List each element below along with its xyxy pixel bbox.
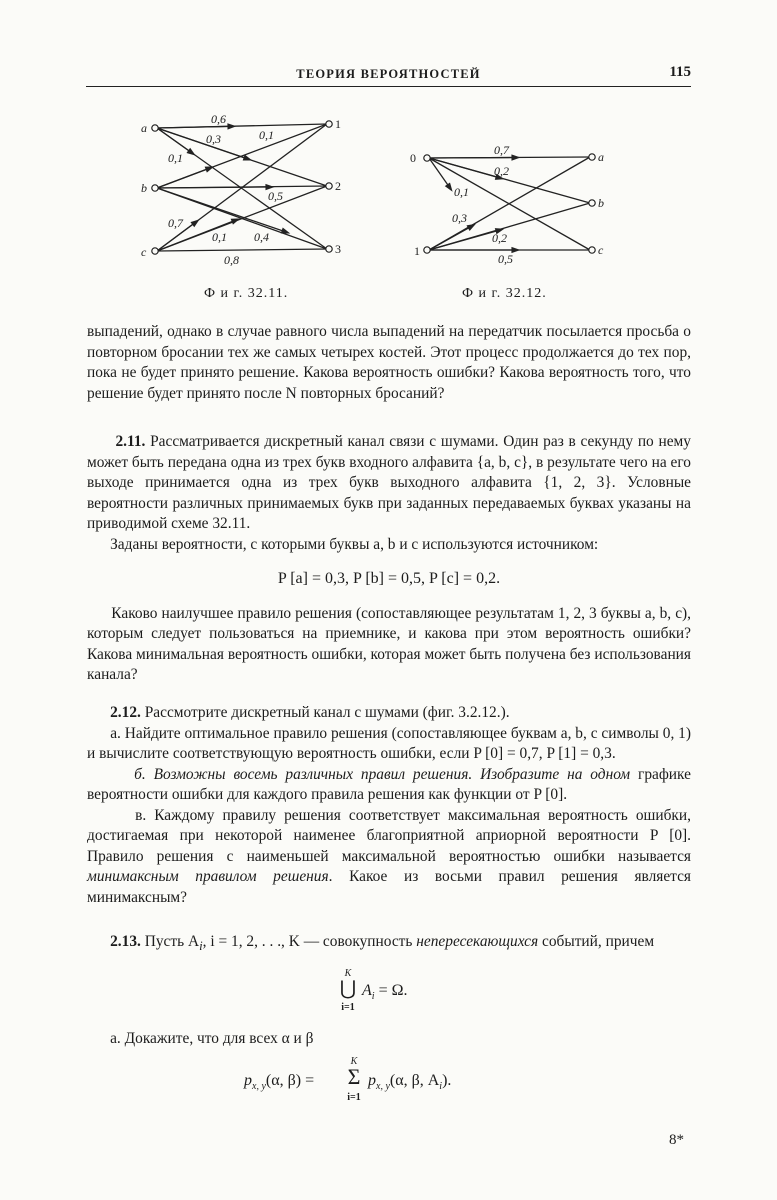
sum-rhs-args: (α, β, A: [389, 1072, 440, 1089]
probability-formula: P [a] = 0,3, P [b] = 0,5, P [c] = 0,2.: [277, 570, 501, 587]
item-a: а. Найдите оптимальное правило решения (сопоставляющее буквам a, b, c символы 0, 1) и вычислите соответствующую вероятность ошибки, если P [0] = 0,7, P [1] = 0,3.: [87, 724, 691, 762]
problem-2-12: [87, 703, 691, 908]
fig1-output-3: 3: [335, 242, 341, 256]
problem-2-13: [87, 932, 691, 957]
sum-lhs-args: (α, β) =: [265, 1072, 315, 1089]
sum-symbol: Σ: [347, 1064, 361, 1089]
subscript: i: [199, 939, 203, 954]
item-2-13-a: [87, 1029, 691, 1050]
item-v: в. Каждому правилу решения соответствует максимальная вероятность ошибки, достигаемая при некоторой наименее благоприятной априорной вероятности P [0]. Правило решения с наименьшей максимальной вероятностью ошибки называется: [87, 806, 691, 865]
sum-end: ).: [442, 1072, 452, 1089]
fig1-input-c: c: [141, 245, 147, 259]
fig1-input-a: a: [141, 121, 147, 135]
fig2-output-a: a: [598, 150, 604, 164]
sum-formula: [244, 1056, 544, 1106]
continued-paragraph: выпадений, однако в случае равного числа выпадений на передатчик посылается просьба о повторном бросании тех же самых четырех костей. Этот процесс продолжается до тех пор, пока не будет принято решение. Какова вероятность ошибки? Какова вероятность того, что решение будет принято после N повторных бросаний?: [87, 323, 691, 402]
union-upper: K: [344, 968, 352, 979]
sum-upper: K: [350, 1056, 358, 1067]
fig2-input-0: 0: [410, 151, 416, 165]
fig1-output-2: 2: [335, 179, 341, 193]
fig1-input-b: b: [141, 181, 147, 195]
sum-lhs: p: [244, 1072, 252, 1089]
fig2-label: 0,7: [494, 143, 509, 157]
union-term: A: [362, 982, 372, 999]
problem-text: Рассмотрите дискретный канал с шумами (фиг. 3.2.12.).: [144, 704, 510, 721]
problem-number: 2.12.: [110, 704, 141, 721]
problem-text: событий, причем: [542, 933, 655, 950]
fig1-label: 0,1: [259, 128, 274, 142]
fig1-label: 0,5: [268, 189, 283, 203]
problem-italic: непересекающихся: [416, 933, 539, 950]
fig1-label: 0,3: [206, 132, 221, 146]
item-a: а. Докажите, что для всех α и β: [110, 1030, 314, 1047]
problem-2-11: [87, 432, 691, 686]
running-header: ТЕОРИЯ ВЕРОЯТНОСТЕЙ: [296, 67, 481, 81]
union-symbol: ⋃: [339, 978, 357, 1000]
fig1-label: 0,8: [224, 253, 239, 267]
fig2-label: 0,1: [454, 185, 469, 199]
fig1-label: 0,6: [211, 112, 226, 126]
fig1-output-1: 1: [335, 117, 341, 131]
subscript: i: [371, 991, 375, 1003]
item-v-end: . Какое из восьми правил решения является минимаксным?: [87, 868, 692, 906]
given-text: Заданы вероятности, с которыми буквы a, b и c используются источником:: [110, 535, 599, 553]
problem-number: 2.13.: [110, 933, 141, 950]
fig2-label: 0,2: [494, 164, 509, 178]
subscript: i: [439, 1081, 443, 1093]
fig1-caption: Ф и г. 32.11.: [204, 286, 289, 301]
fig2-label: 0,3: [452, 211, 467, 225]
page-number: 115: [669, 64, 691, 80]
fig2-caption: Ф и г. 32.12.: [462, 286, 547, 301]
fig1-label: 0,4: [254, 230, 269, 244]
fig2-output-c: c: [598, 243, 604, 257]
subscript: x, y: [252, 1081, 266, 1093]
item-b-italic: б. Возможны восемь различных правил решения. Изобразите на одном: [134, 765, 631, 783]
fig1-label: 0,7: [168, 216, 183, 230]
problem-number: 2.11.: [115, 433, 146, 450]
fig1-label: 0,1: [212, 230, 227, 244]
fig2-label: 0,5: [498, 252, 513, 266]
item-b-rest: графике вероятности ошибки для каждого правила решения как функции от P [0].: [87, 765, 691, 803]
fig2-output-b: b: [598, 196, 604, 210]
fig2-input-1: 1: [414, 244, 420, 258]
union-lower: i=1: [341, 1002, 355, 1013]
problem-text: Рассматривается дискретный канал связи с шумами. Один раз в секунду по нему может быть передана одна из трех букв входного алфавита {a, b, c}, в результате чего на его выходе принимается одна из трех букв выходного алфавита {1, 2, 3}. Условные вероятности различных принимаемых букв при заданных передаваемых буквах указаны на приводимой схеме 32.11.: [87, 433, 691, 532]
sum-lower: i=1: [347, 1092, 361, 1103]
signature-mark: 8*: [669, 1132, 684, 1148]
problem-text: , i = 1, 2, . . ., K — совокупность: [202, 933, 417, 950]
union-eq: = Ω.: [374, 982, 408, 999]
fig1-label: 0,1: [168, 151, 183, 165]
subscript: x, y: [376, 1081, 390, 1093]
figures: [0, 0, 777, 320]
problem-text: Пусть A: [144, 933, 200, 950]
item-v-italic: минимаксным правилом решения: [87, 868, 329, 885]
union-formula: [338, 968, 458, 1016]
fig2-label: 0,2: [492, 231, 507, 245]
sum-rhs: p: [368, 1072, 376, 1089]
question-text: Каково наилучшее правило решения (сопоставляющее результатам 1, 2, 3 буквы a, b, c), которым следует пользоваться на приемнике, и какова при этом вероятность ошибки? Какова минимальная вероятность ошибки, которая может быть получена без использования канала?: [87, 604, 691, 683]
